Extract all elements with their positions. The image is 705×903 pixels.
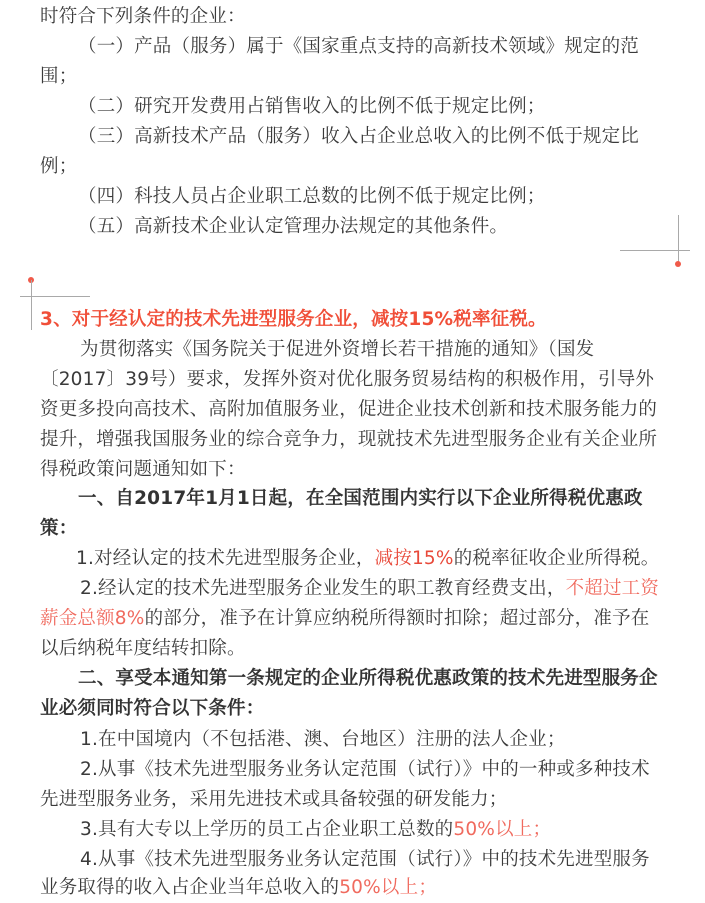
list-item: 1.在中国境内（不包括港、澳、台地区）注册的法人企业； xyxy=(80,729,566,750)
highlight-text: 50%以上； xyxy=(339,877,438,898)
highlight-text: 薪金总额8% xyxy=(40,608,145,629)
text-line: （三）高新技术产品（服务）收入占企业总收入的比例不低于规定比 xyxy=(78,126,640,147)
text-line: 〔2017〕39号）要求，发挥外资对优化服务贸易结构的积极作用，引导外 xyxy=(40,369,655,390)
list-item xyxy=(80,815,551,845)
item-text: 3.具有大专以上学历的员工占企业职工总数的 xyxy=(80,819,454,840)
item-text: 的部分，准予在计算应纳税所得额时扣除；超过部分，准予在 xyxy=(144,608,650,629)
text-line: 为贯彻落实《国务院关于促进外资增长若干措施的通知》（国发 xyxy=(80,339,595,360)
text-line: 先进型服务业务，采用先进技术或具备较强的研发能力； xyxy=(40,789,508,810)
text-line: 提升，增强我国服务业的综合竞争力，现就技术先进型服务企业有关企业所 xyxy=(40,429,658,450)
item-text: 2.经认定的技术先进型服务企业发生的职工教育经费支出， xyxy=(80,578,566,599)
text-line: （一）产品（服务）属于《国家重点支持的高新技术领域》规定的范 xyxy=(78,36,640,57)
section-heading: 3、对于经认定的技术先进型服务企业，减按15%税率征税。 xyxy=(40,309,547,330)
highlight-text: 50%以上； xyxy=(453,819,552,840)
item-text: 1.对经认定的技术先进型服务企业， xyxy=(76,548,375,569)
list-item: 2.从事《技术先进型服务业务认定范围（试行）》中的一种或多种技术 xyxy=(80,759,650,780)
text-line: 例； xyxy=(40,156,78,177)
text-line: 资更多投向高技术、高附加值服务业，促进企业技术创新和技术服务能力的 xyxy=(40,399,658,420)
part-title: 业必须同时符合以下条件： xyxy=(40,698,265,719)
text-line xyxy=(40,604,649,634)
highlight-text: 减按15% xyxy=(374,548,454,569)
item-text: 的税率征收企业所得税。 xyxy=(453,548,660,569)
list-item xyxy=(76,544,659,574)
text-line: （四）科技人员占企业职工总数的比例不低于规定比例； xyxy=(78,186,546,207)
highlight-text: 不超过工资 xyxy=(565,578,660,599)
text-line xyxy=(40,873,437,903)
text-line: 以后纳税年度结转扣除。 xyxy=(40,638,246,659)
text-line: 得税政策问题通知如下： xyxy=(40,459,246,480)
text-line: （二）研究开发费用占销售收入的比例不低于规定比例； xyxy=(78,96,546,117)
part-title: 策： xyxy=(40,518,78,539)
text-line: 时符合下列条件的企业： xyxy=(40,6,246,27)
list-item xyxy=(80,574,659,604)
part-title: 二、享受本通知第一条规定的企业所得税优惠政策的技术先进型服务企 xyxy=(78,668,658,689)
text-line: 围； xyxy=(40,66,78,87)
item-text: 业务取得的收入占企业当年总收入的 xyxy=(40,877,340,898)
text-line: （五）高新技术企业认定管理办法规定的其他条件。 xyxy=(78,216,509,237)
list-item: 4.从事《技术先进型服务业务认定范围（试行）》中的技术先进型服务 xyxy=(80,849,650,870)
part-title: 一、自2017年1月1日起，在全国范围内实行以下企业所得税优惠政 xyxy=(78,488,643,509)
